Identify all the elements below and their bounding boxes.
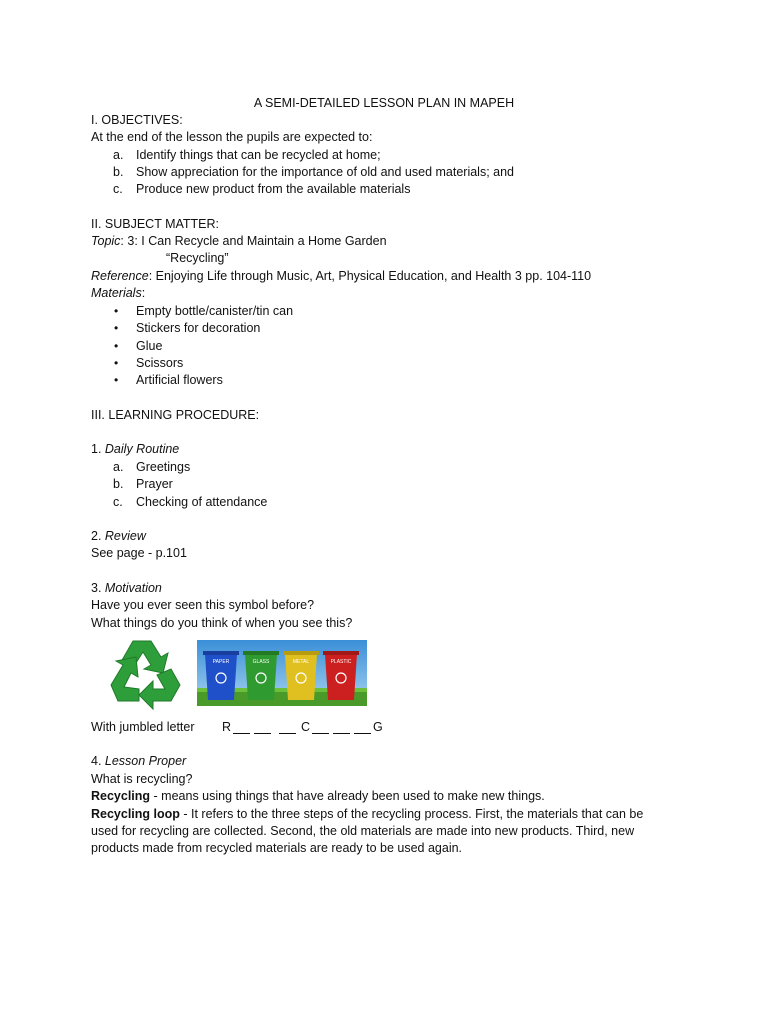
objective-marker: c. bbox=[113, 182, 123, 196]
objective-marker: a. bbox=[113, 148, 124, 162]
plastic-bin-label: PLASTIC bbox=[330, 659, 352, 665]
letter-blank bbox=[279, 721, 296, 734]
jumbled-letter: C bbox=[301, 720, 311, 734]
routine-item: Prayer bbox=[136, 477, 173, 491]
step-label: Lesson Proper bbox=[104, 754, 187, 768]
bullet-icon: • bbox=[114, 321, 119, 335]
metal-bin-label: METAL bbox=[292, 659, 310, 665]
letter-blank bbox=[254, 721, 271, 734]
step-number: 1. bbox=[91, 442, 105, 456]
letter-blank bbox=[233, 721, 250, 734]
page-title: A SEMI-DETAILED LESSON PLAN IN MAPEH bbox=[253, 96, 515, 110]
recycling-loop-line-3: products made from recycled materials are ready to be used again. bbox=[91, 841, 463, 855]
motivation-line-2: What things do you think of when you see this? bbox=[91, 616, 353, 630]
metal-bin bbox=[283, 651, 319, 700]
topic-label: Topic bbox=[91, 234, 121, 248]
materials-line bbox=[91, 285, 145, 301]
paper-bin-label: PAPER bbox=[212, 659, 230, 665]
bullet-icon: • bbox=[114, 373, 119, 387]
routine-marker: a. bbox=[113, 460, 124, 474]
jumbled-letter: G bbox=[373, 720, 383, 734]
bullet-icon: • bbox=[114, 339, 119, 353]
recycling-loop-def: - It refers to the three steps of the recycling process. First, the materials that can be bbox=[179, 807, 644, 821]
step-number: 2. bbox=[91, 529, 105, 543]
topic-subtitle: “Recycling” bbox=[166, 251, 229, 265]
review-heading bbox=[91, 528, 146, 544]
bullet-icon: • bbox=[114, 304, 119, 318]
recycling-loop-term: Recycling loop bbox=[91, 807, 180, 821]
reference-label: Reference bbox=[91, 269, 149, 283]
objective-item: Produce new product from the available materials bbox=[136, 182, 411, 196]
motivation-heading bbox=[91, 580, 162, 596]
objective-item: Show appreciation for the importance of old and used materials; and bbox=[136, 165, 515, 179]
routine-item: Checking of attendance bbox=[136, 495, 268, 509]
material-item: Glue bbox=[136, 339, 163, 353]
jumbled-letter: R bbox=[222, 720, 232, 734]
objectives-intro: At the end of the lesson the pupils are expected to: bbox=[91, 130, 373, 144]
step-label: Review bbox=[104, 529, 146, 543]
routine-marker: b. bbox=[113, 477, 124, 491]
objective-marker: b. bbox=[113, 165, 124, 179]
plastic-bin bbox=[323, 651, 359, 700]
letter-blank bbox=[312, 721, 329, 734]
recycling-term: Recycling bbox=[91, 789, 151, 803]
material-item: Stickers for decoration bbox=[136, 321, 261, 335]
topic-line bbox=[91, 233, 387, 249]
recycling-def: - means using things that have already been used to make new things. bbox=[150, 789, 545, 803]
step-number: 4. bbox=[91, 754, 105, 768]
objectives-heading: I. OBJECTIVES: bbox=[91, 113, 183, 127]
lesson-proper-heading bbox=[91, 753, 186, 769]
material-item: Empty bottle/canister/tin can bbox=[136, 304, 294, 318]
reference-value: : Enjoying Life through Music, Art, Physical Education, and Health 3 pp. 104-110 bbox=[148, 269, 592, 283]
glass-bin bbox=[243, 651, 279, 700]
recycling-loop-line-2: used for recycling are collected. Second, the old materials are made into new products. Third, new bbox=[91, 824, 635, 838]
letter-blank bbox=[333, 721, 350, 734]
step-number: 3. bbox=[91, 581, 105, 595]
step-label: Motivation bbox=[104, 581, 162, 595]
recycling-bins-image bbox=[197, 640, 367, 706]
materials-label: Materials bbox=[91, 286, 142, 300]
routine-item: Greetings bbox=[136, 460, 191, 474]
paper-bin bbox=[203, 651, 239, 700]
materials-colon: : bbox=[141, 286, 146, 300]
recycling-definition bbox=[91, 788, 545, 804]
letter-blank bbox=[354, 721, 371, 734]
review-text: See page - p.101 bbox=[91, 546, 187, 560]
objective-item: Identify things that can be recycled at home; bbox=[136, 148, 381, 162]
motivation-line-1: Have you ever seen this symbol before? bbox=[91, 598, 315, 612]
recycling-loop-line-1 bbox=[91, 806, 643, 822]
subject-matter-heading: II. SUBJECT MATTER: bbox=[91, 217, 220, 231]
lesson-question: What is recycling? bbox=[91, 772, 193, 786]
jumbled-word bbox=[222, 719, 383, 735]
recycle-symbol-icon bbox=[103, 635, 187, 713]
routine-marker: c. bbox=[113, 495, 123, 509]
step-label: Daily Routine bbox=[104, 442, 180, 456]
topic-value: : 3: I Can Recycle and Maintain a Home Garden bbox=[120, 234, 387, 248]
material-item: Artificial flowers bbox=[136, 373, 223, 387]
reference-line bbox=[91, 268, 591, 284]
daily-routine-heading bbox=[91, 441, 179, 457]
glass-bin-label: GLASS bbox=[252, 659, 270, 665]
jumbled-label: With jumbled letter bbox=[91, 720, 195, 734]
bullet-icon: • bbox=[114, 356, 119, 370]
material-item: Scissors bbox=[136, 356, 184, 370]
procedure-heading: III. LEARNING PROCEDURE: bbox=[91, 408, 260, 422]
